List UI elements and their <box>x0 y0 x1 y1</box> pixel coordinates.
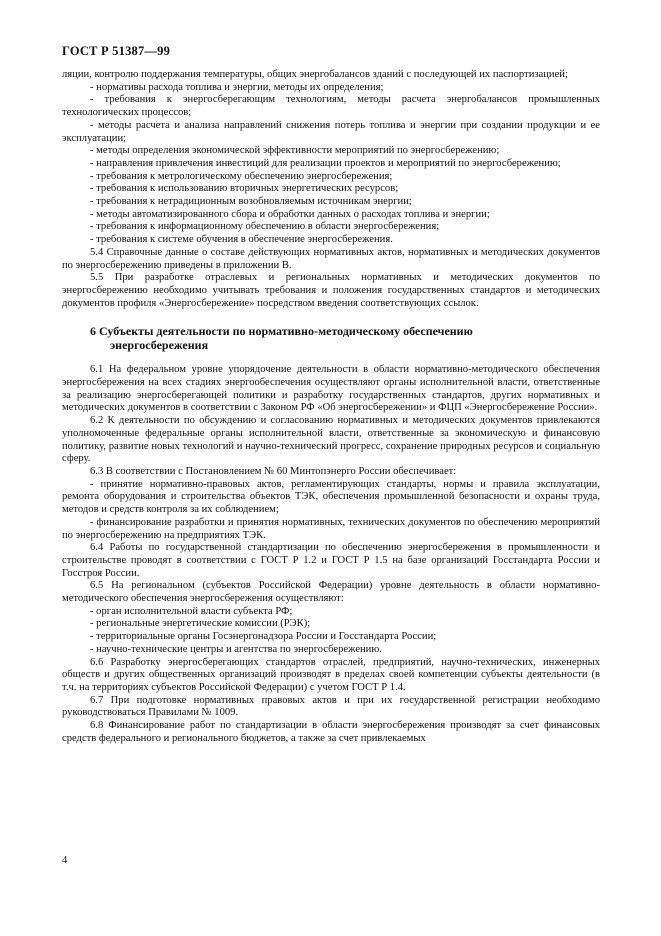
list-item: - методы расчета и анализа направлений снижения потерь топлива и энергии при создании продукции и ее эксплуатации; <box>62 119 600 144</box>
list-item: - направления привлечения инвестиций для реализации проектов и мероприятий по энергосбережению; <box>90 157 561 169</box>
list-item: - принятие нормативно-правовых актов, регламентирующих стандарты, нормы и правила эксплуатации, ремонта оборудования и строительства объектов ТЭК, обеспечения промышленной безопасности и охраны труда, методов и средств контроля за их соблюдением; <box>62 478 600 516</box>
list-item: - региональные энергетические комиссии (РЭК); <box>90 618 311 630</box>
page-number: 4 <box>62 855 68 866</box>
section-heading-line1: 6 Субъекты деятельности по нормативно-методическому обеспечению <box>90 324 473 339</box>
list-item: - требования к метрологическому обеспечению энергосбережения; <box>90 170 393 182</box>
clause-5-4: 5.4 Справочные данные о составе действующих нормативных актов, нормативных и методических документов по энергосбережению приведены в приложении В. <box>62 246 600 271</box>
section-heading-line2: энергосбережения <box>110 337 209 352</box>
list-item: - орган исполнительной власти субъекта РФ; <box>90 605 293 617</box>
list-item: - требования к системе обучения в обеспечение энергосбережения. <box>90 234 393 246</box>
list-item: - методы автоматизированного сбора и обработки данных о расходах топлива и энергии; <box>90 208 490 220</box>
list-item: - методы определения экономической эффективности мероприятий по энергосбережению; <box>90 145 500 157</box>
clause-6-2: 6.2 К деятельности по обсуждению и согласованию нормативных и методических документов привлекаются уполномоченные федеральные органы исполнительной власти, ответственные за экономическую и финансовую политику, развитие новых технологий и научно-технический прогресс, сохранение природных ресурсов и социальную сферу. <box>62 415 600 465</box>
clause-6-7: 6.7 При подготовке нормативных правовых актов и при их государственной регистрации необходимо руководствоваться Правилами № 1009. <box>62 694 600 719</box>
running-header: ГОСТ Р 51387—99 <box>62 44 171 58</box>
section-heading <box>90 325 600 352</box>
list-item: - территориальные органы Госэнергонадзора России и Госстандарта России; <box>90 631 437 643</box>
document-body <box>62 69 600 745</box>
list-item: - нормативы расхода топлива и энергии, методы их определения; <box>90 81 384 93</box>
list-item: - требования к использованию вторичных энергетических ресурсов; <box>90 183 399 195</box>
list-item: - требования к энергосберегающим технологиям, методы расчета энергобалансов промышленных технологических процессов; <box>62 94 600 119</box>
clause-6-5: 6.5 На региональном (субъектов Российской Федерации) уровне деятельность в области нормативно-методического обеспечения энергосбережения осуществляют: <box>62 580 600 605</box>
paragraph: ляции, контролю поддержания температуры, общих энергобалансов зданий с последующей их паспортизацией; <box>62 69 568 80</box>
list-item: - требования к нетрадиционным возобновляемым источникам энергии; <box>90 196 412 208</box>
clause-5-5: 5.5 При разработке отраслевых и региональных нормативных и методических документов по энергосбережению необходимо учитывать требования и положения государственных стандартов и методических документов профиля «Энергосбережение» посредством введения соответствующих ссылок. <box>62 272 600 309</box>
clause-6-8: 6.8 Финансирование работ по стандартизации в области энергосбережения производят за счет финансовых средств федерального и регионального бюджетов, а также за счет привлекаемых <box>62 720 600 744</box>
clause-6-3: 6.3 В соответствии с Постановлением № 60 Минтопэнерго России обеспечивает: <box>90 465 457 477</box>
list-item: - финансирование разработки и принятия нормативных, технических документов по обеспечению мероприятий по энергосбережению на предприятиях ТЭК. <box>62 516 600 541</box>
clause-6-1: 6.1 На федеральном уровне упорядочение деятельности в области нормативно-методического обеспечения энергосбережения на всех стадиях энергообеспечения осуществляют органы исполнительной власти, ответственные за реализацию энергосберегающей политики и разработку государственных стандартов, других нормативных и методических документов в соответствии с Законом РФ «Об энергосбережении» и ФЦП «Энергосбережение России». <box>62 364 600 414</box>
clause-6-6: 6.6 Разработку энергосберегающих стандартов отраслей, предприятий, научно-технических, инженерных обществ и других общественных организаций производят в пределах своей компетенции субъекты деятельности (в т.ч. на территориях субъектов Российской Федерации) с учетом ГОСТ Р 1.4. <box>62 656 600 693</box>
clause-6-4: 6.4 Работы по государственной стандартизации по обеспечению энергосбережения в промышленности и строительстве проводят в соответствии с ГОСТ Р 1.2 и ГОСТ Р 1.5 на базе организаций Госстандарта России и Госстроя России. <box>62 542 600 579</box>
list-item: - требования к информационному обеспечению в области энергосбережения; <box>90 221 440 233</box>
list-item: - научно-технические центры и агентства по энергосбережению. <box>90 643 382 655</box>
